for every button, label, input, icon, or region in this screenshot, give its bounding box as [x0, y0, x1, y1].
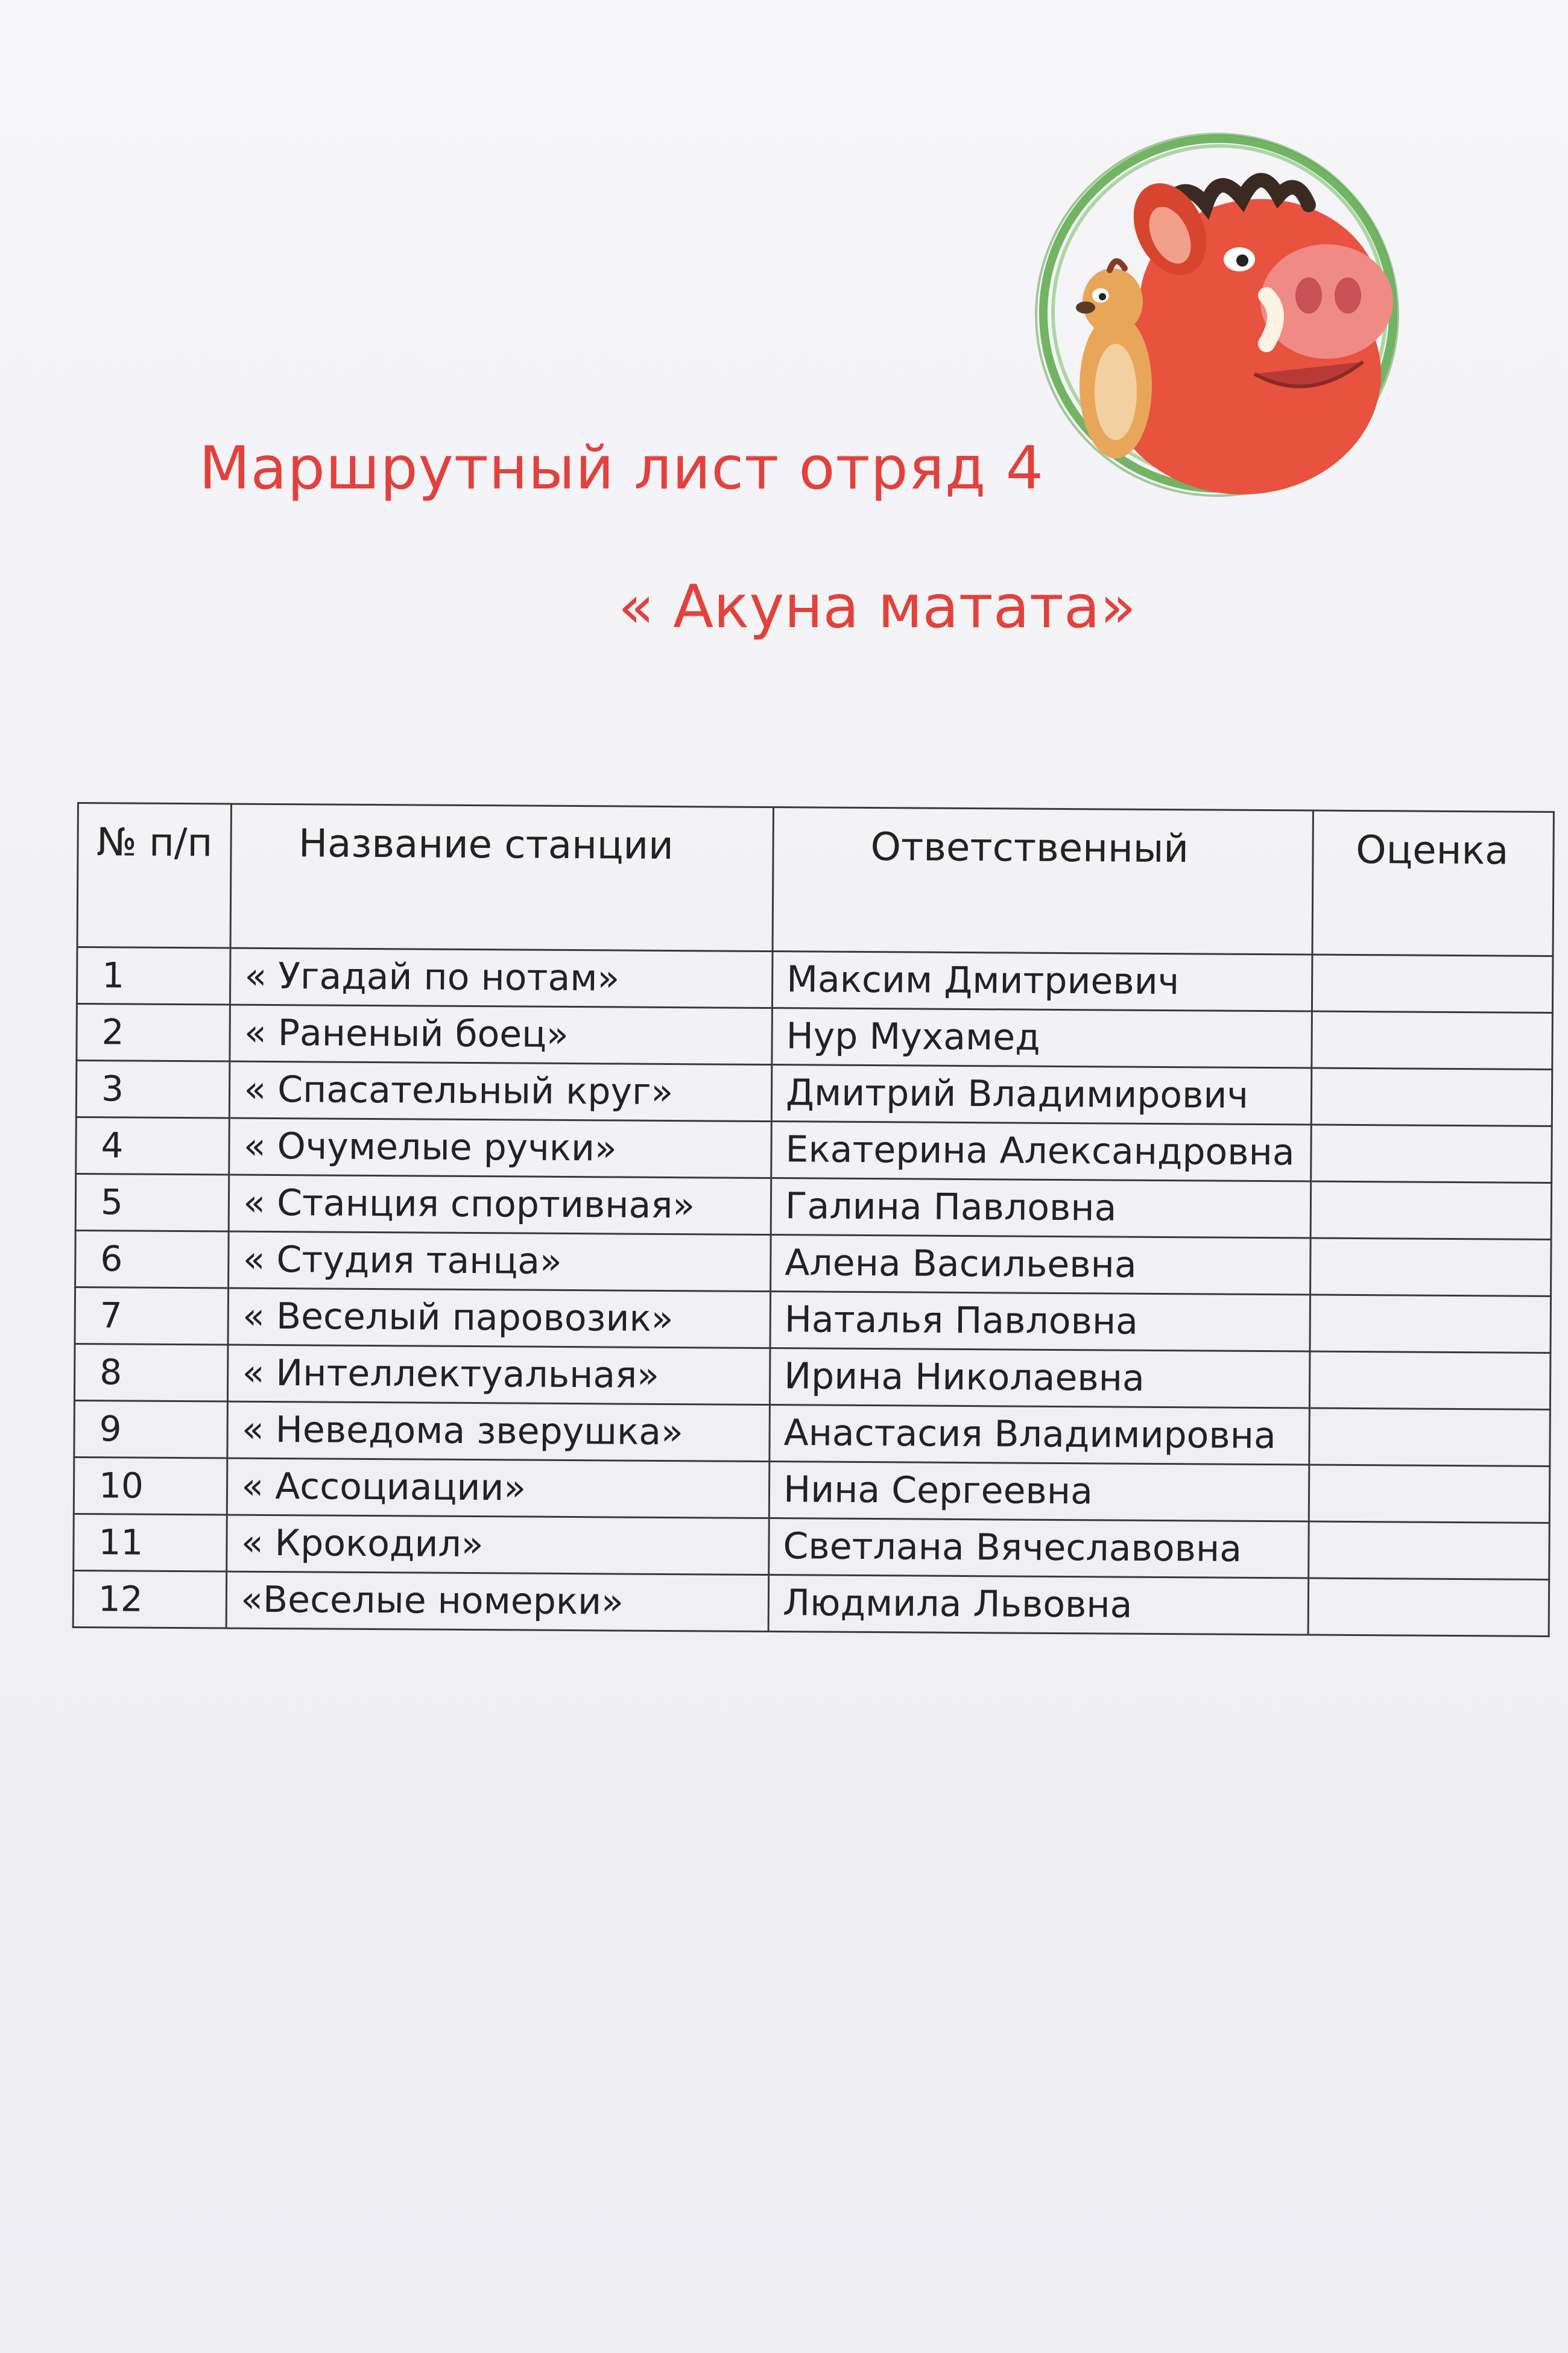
row-responsible: Екатерина Александровна: [771, 1122, 1311, 1181]
table-row: [74, 1400, 1551, 1466]
row-responsible: Галина Павловна: [771, 1178, 1310, 1238]
row-station: « Станция спортивная»: [229, 1175, 771, 1234]
route-table: [72, 802, 1555, 1637]
table-row: [75, 1230, 1552, 1296]
row-score[interactable]: [1311, 1068, 1552, 1126]
row-num: 12: [73, 1570, 227, 1628]
row-station: « Раненый боец»: [230, 1005, 772, 1064]
row-num: 11: [74, 1514, 227, 1571]
row-responsible: Нур Мухамед: [772, 1008, 1312, 1068]
table-row: [73, 1570, 1549, 1636]
table-row: [74, 1344, 1551, 1409]
table-body: [73, 947, 1553, 1637]
row-responsible: Людмила Львовна: [768, 1575, 1308, 1635]
row-station: « Веселый паровозик»: [228, 1288, 770, 1348]
row-score[interactable]: [1312, 1011, 1553, 1069]
row-score[interactable]: [1310, 1125, 1552, 1183]
page-title: Маршрутный лист отряд 4: [199, 434, 1044, 503]
row-num: 9: [74, 1400, 228, 1458]
row-station: « Интеллектуальная»: [228, 1345, 770, 1404]
row-station: « Студия танца»: [229, 1231, 771, 1291]
table-row: [75, 1287, 1551, 1353]
row-num: 5: [75, 1173, 229, 1231]
header-station: Название станции: [230, 804, 773, 951]
row-station: « Неведома зверушка»: [227, 1401, 770, 1461]
header-responsible: Ответственный: [773, 807, 1313, 955]
row-responsible: Нина Сергеевна: [769, 1462, 1309, 1521]
row-num: 2: [77, 1004, 230, 1062]
row-station: « Ассоциации»: [227, 1458, 770, 1518]
page-subtitle: « Акуна матата»: [618, 573, 1136, 642]
row-score[interactable]: [1310, 1181, 1552, 1239]
timon-pumbaa-logo-icon: [1025, 121, 1411, 507]
row-score[interactable]: [1310, 1295, 1551, 1353]
table-row: [76, 1117, 1552, 1183]
table-row: [77, 1004, 1553, 1070]
row-responsible: Ирина Николаевна: [770, 1348, 1309, 1408]
row-num: 6: [75, 1230, 229, 1288]
row-responsible: Максим Дмитриевич: [772, 952, 1312, 1011]
row-num: 1: [77, 947, 230, 1005]
row-responsible: Алена Васильевна: [771, 1235, 1310, 1295]
row-score[interactable]: [1312, 955, 1553, 1012]
row-score[interactable]: [1309, 1408, 1551, 1466]
header-num: № п/п: [77, 803, 232, 949]
row-station: « Очумелые ручки»: [229, 1118, 771, 1178]
row-station: «Веселые номерки»: [226, 1571, 768, 1631]
table-header-row: [77, 803, 1554, 956]
row-responsible: Наталья Павловна: [770, 1292, 1310, 1351]
row-score[interactable]: [1308, 1578, 1549, 1636]
row-num: 8: [74, 1344, 228, 1401]
row-score[interactable]: [1310, 1238, 1551, 1296]
header-score: Оценка: [1312, 810, 1554, 956]
row-responsible: Светлана Вячеславовна: [769, 1518, 1309, 1578]
table-row: [76, 1061, 1552, 1126]
row-num: 4: [76, 1117, 230, 1175]
table-row: [75, 1173, 1552, 1239]
row-num: 7: [75, 1287, 229, 1345]
row-num: 3: [76, 1061, 230, 1119]
row-station: « Угадай по нотам»: [230, 948, 773, 1008]
row-responsible: Анастасия Владимировна: [770, 1405, 1309, 1465]
table-row: [74, 1514, 1550, 1579]
table-row: [74, 1457, 1550, 1523]
row-station: « Спасательный круг»: [230, 1061, 772, 1121]
row-score[interactable]: [1308, 1521, 1549, 1579]
row-score[interactable]: [1309, 1351, 1551, 1409]
row-score[interactable]: [1309, 1465, 1550, 1523]
row-station: « Крокодил»: [227, 1515, 769, 1574]
row-num: 10: [74, 1457, 227, 1515]
table-row: [77, 947, 1553, 1013]
row-responsible: Дмитрий Владимирович: [771, 1065, 1311, 1125]
